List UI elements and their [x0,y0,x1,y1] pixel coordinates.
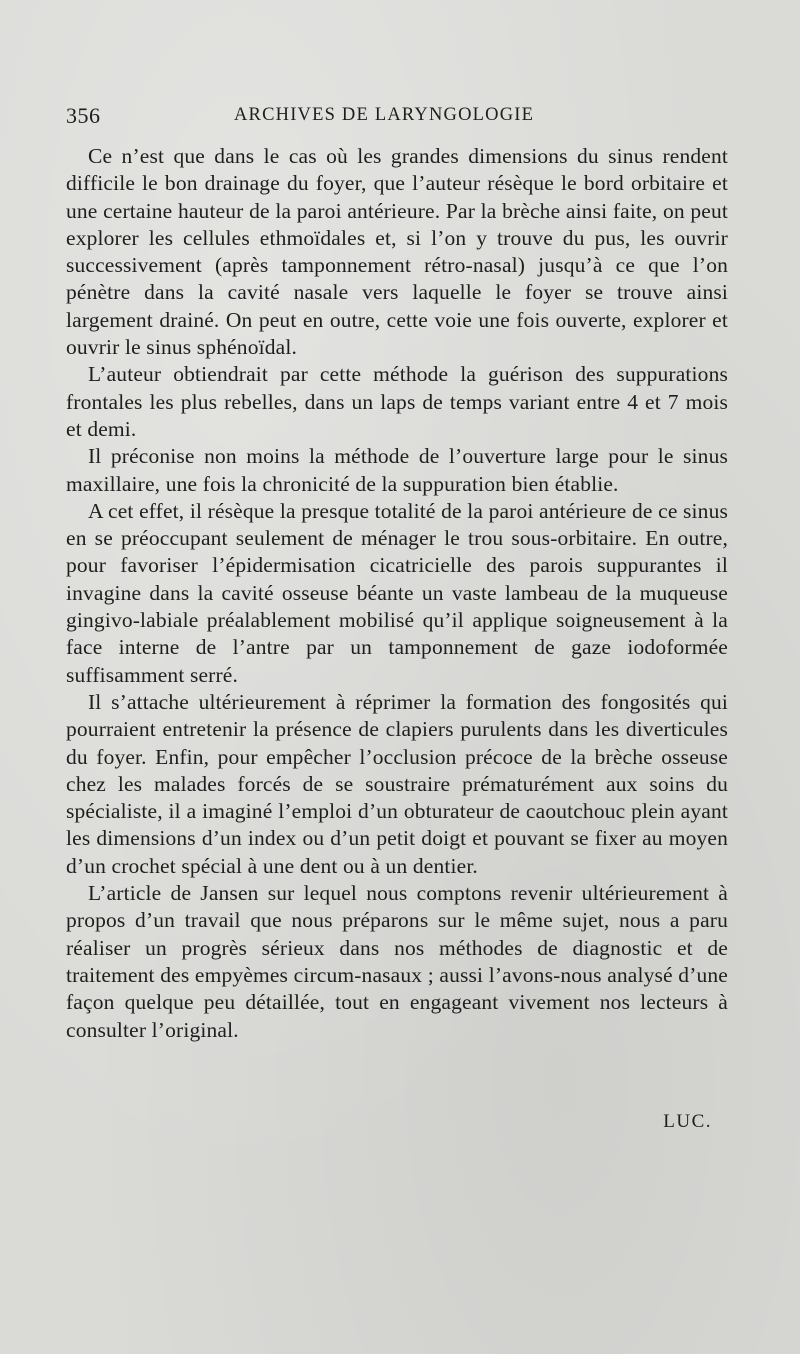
author-signature: LUC. [663,1111,712,1132]
running-title: ARCHIVES DE LARYNGOLOGIE [234,105,535,125]
paragraph: A cet effet, il résèque la presque totalité de la paroi antérieure de ce sinus en se préoccupant seulement de ménager le trou sous-orbitaire. En outre, pour favoriser l’épidermisation cicatricielle des parois suppurantes il invagine dans la cavité osseuse béante un vaste lambeau de la muqueuse gingivo-labiale préalablement mobilisé qu’il applique soigneusement à la face interne de l’antre par un tamponnement de gaze iodoformée suffisamment serré. [66,498,728,687]
paragraph: Il préconise non moins la méthode de l’ouverture large pour le sinus maxillaire, une fois la chronicité de la suppuration bien établie. [66,444,728,496]
paragraph: L’article de Jansen sur lequel nous comptons revenir ultérieurement à propos d’un travail que nous préparons sur le même sujet, nous a paru réaliser un progrès sérieux dans nos méthodes de diagnostic et de traitement des empyèmes circum-nasaux ; aussi l’avons-nous analysé d’une façon quelque peu détaillée, tout en engageant vivement nos lecteurs à consulter l’original. [66,881,728,1042]
paragraph: Il s’attache ultérieurement à réprimer la formation des fongosités qui pourraient entretenir la présence de clapiers purulents dans les diverticules du foyer. Enfin, pour empêcher l’occlusion précoce de la brèche osseuse chez les malades forcés de se soustraire prématurément aux soins du spécialiste, il a imaginé l’emploi d’un obturateur de caoutchouc plein ayant les dimensions d’un index ou d’un petit doigt et pouvant se fixer au moyen d’un crochet spécial à une dent ou à un dentier. [66,689,728,878]
paragraph: L’auteur obtiendrait par cette méthode la guérison des suppurations frontales les plus rebelles, dans un laps de temps variant entre 4 et 7 mois et demi. [66,362,728,441]
paragraph: Ce n’est que dans le cas où les grandes dimensions du sinus rendent difficile le bon drainage du foyer, que l’auteur résèque le bord orbitaire et une certaine hauteur de la paroi antérieure. Par la brèche ainsi faite, on peut explorer les cellules ethmoïdales et, si l’on y trouve du pus, les ouvrir successivement (après tamponnement rétro-nasal) jusqu’à ce que l’on pénètre dans la cavité nasale vers laquelle le foyer se trouve ainsi largement drainé. On peut en outre, cette voie une fois ouverte, explorer et ouvrir le sinus sphénoïdal. [66,144,728,360]
page-number: 356 [66,103,101,128]
body-text [66,143,728,1044]
page-header [66,103,566,133]
